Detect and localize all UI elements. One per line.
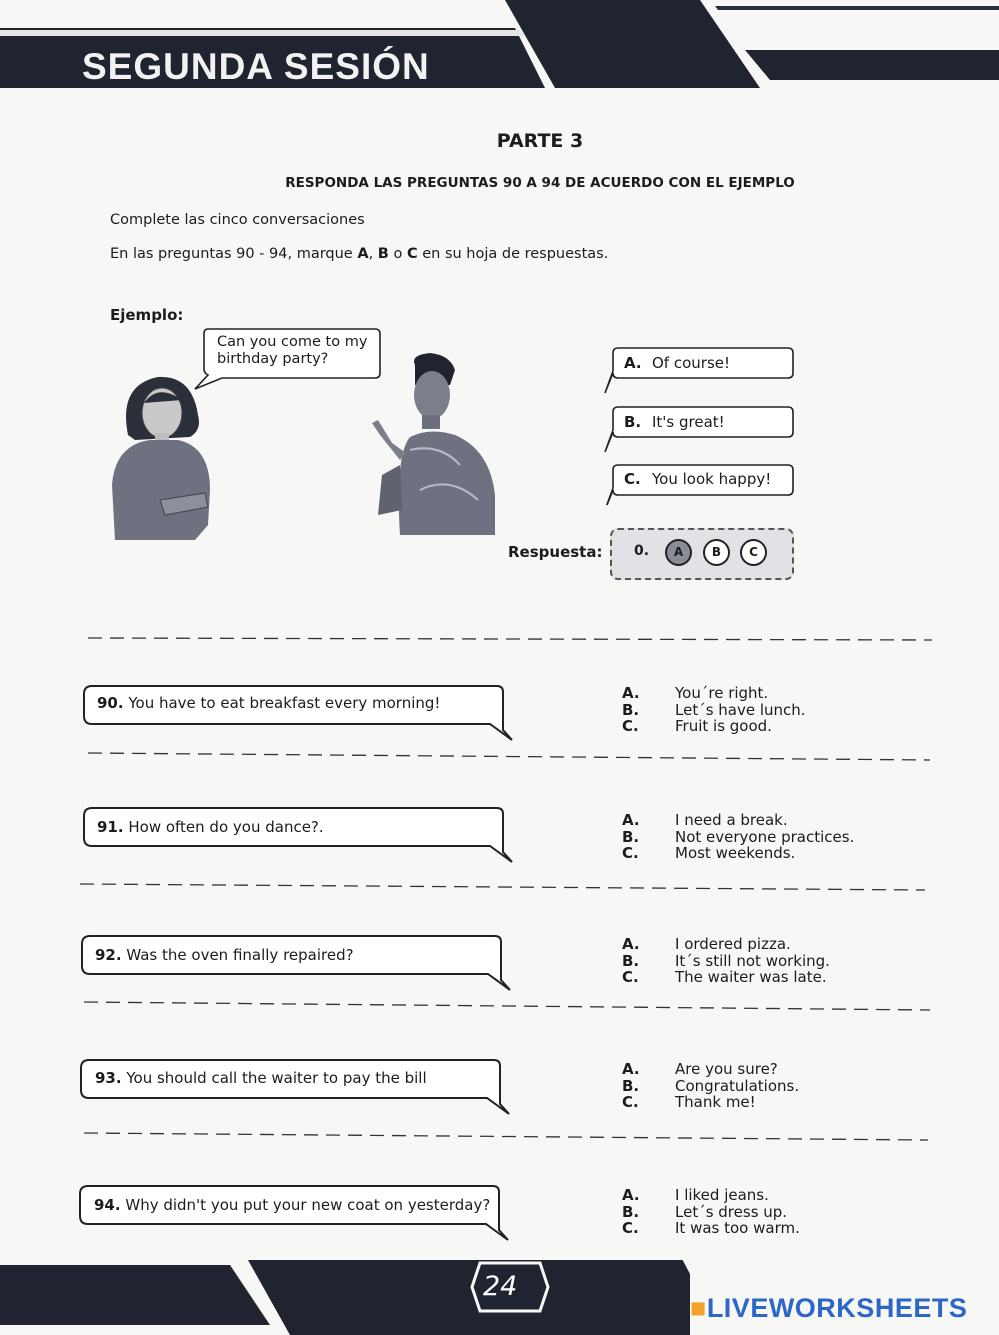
option-93-c: C. Thank me! <box>622 1093 756 1111</box>
example-option-c: C. You look happy! <box>624 470 772 488</box>
instruction-line-2: En las preguntas 90 - 94, marque A, B o C en su hoja de respuestas. <box>110 246 609 262</box>
answer-circle-b: B <box>703 539 730 566</box>
session-title: SEGUNDA SESIÓN <box>82 46 430 87</box>
question-90: 90. You have to eat breakfast every morning! <box>97 694 441 712</box>
question-93: 93. You should call the waiter to pay the bill <box>95 1069 427 1087</box>
option-92-b: B. It´s still not working. <box>622 951 830 970</box>
answer-number: 0. <box>634 543 650 559</box>
instruction-line-1: Complete las cinco conversaciones <box>110 212 365 228</box>
option-93-b: B. Congratulations. <box>622 1076 800 1095</box>
option-90-a: A. You´re right. <box>622 684 769 702</box>
option-92-a: A. I ordered pizza. <box>622 935 791 953</box>
answers-94 <box>622 1187 800 1237</box>
question-94: 94. Why didn't you put your new coat on yesterday? <box>94 1196 491 1214</box>
option-91-a: A. I need a break. <box>622 811 788 829</box>
question-91: 91. How often do you dance?. <box>97 818 324 836</box>
answers-90 <box>622 685 806 735</box>
example-question-line-2: birthday party? <box>217 351 329 367</box>
option-94-c: C. It was too warm. <box>622 1219 800 1237</box>
answer-circle-c: C <box>740 539 767 566</box>
part-title: PARTE 3 <box>496 130 584 152</box>
option-90-b: B. Let´s have lunch. <box>622 700 806 719</box>
example-label: Ejemplo: <box>110 306 184 324</box>
answer-circle-a: A <box>665 539 692 566</box>
example-option-b: B. It's great! <box>624 413 725 431</box>
option-92-c: C. The waiter was late. <box>622 968 827 986</box>
answers-92 <box>622 936 830 986</box>
option-93-a: A. Are you sure? <box>622 1060 778 1078</box>
answers-91 <box>622 812 854 862</box>
question-92: 92. Was the oven finally repaired? <box>95 946 354 964</box>
instruction-heading: RESPONDA LAS PREGUNTAS 90 A 94 DE ACUERDO CON EL EJEMPLO <box>285 175 795 191</box>
example-question-line-1: Can you come to my <box>217 334 368 350</box>
option-91-c: C. Most weekends. <box>622 844 796 862</box>
example-option-a: A. Of course! <box>624 354 731 372</box>
liveworksheets-logo: ■LIVEWORKSHEETS <box>690 1293 968 1323</box>
answer-label: Respuesta: <box>508 543 603 561</box>
answers-93 <box>622 1061 799 1111</box>
option-94-b: B. Let´s dress up. <box>622 1202 788 1221</box>
page-number: 24 <box>483 1271 518 1302</box>
option-90-c: C. Fruit is good. <box>622 717 772 735</box>
option-94-a: A. I liked jeans. <box>622 1186 769 1204</box>
option-91-b: B. Not everyone practices. <box>622 827 855 846</box>
